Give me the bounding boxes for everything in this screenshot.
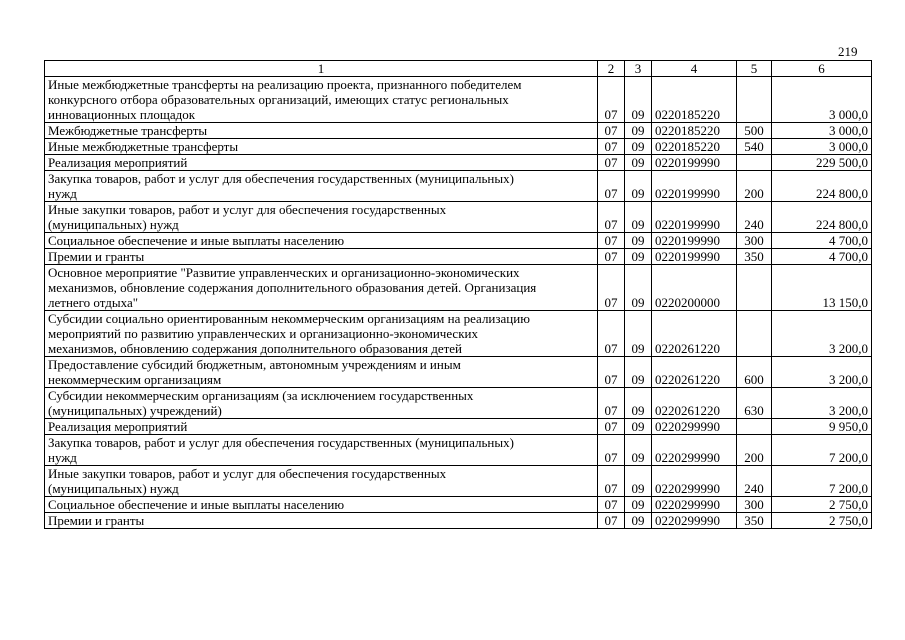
row-name-cell xyxy=(45,77,598,123)
row-name-cell xyxy=(45,435,598,466)
expense-type-cell xyxy=(737,311,772,357)
row-name-line: некоммерческим организациям xyxy=(48,372,222,387)
subsection-code-cell: 09 xyxy=(625,77,652,123)
section-code-cell: 07 xyxy=(598,357,625,388)
target-article-cell: 0220199990 xyxy=(652,171,737,202)
row-name-line: Премии и гранты xyxy=(48,249,145,264)
expense-type-cell: 200 xyxy=(737,171,772,202)
row-name-cell xyxy=(45,123,598,139)
table-row xyxy=(45,139,872,155)
row-name-line: нужд xyxy=(48,186,77,201)
table-row xyxy=(45,123,872,139)
row-name-cell xyxy=(45,265,598,311)
row-name-line: Межбюджетные трансферты xyxy=(48,123,208,138)
row-name-line: Субсидии социально ориентированным некоммерческим организациям на реализацию xyxy=(48,311,530,326)
row-name-line: Социальное обеспечение и иные выплаты населению xyxy=(48,497,345,512)
target-article-cell: 0220199990 xyxy=(652,233,737,249)
row-name-line: нужд xyxy=(48,450,77,465)
row-name-cell xyxy=(45,388,598,419)
amount-cell: 13 150,0 xyxy=(772,265,872,311)
subsection-code-cell: 09 xyxy=(625,171,652,202)
subsection-code-cell: 09 xyxy=(625,249,652,265)
row-name-cell xyxy=(45,233,598,249)
expense-type-cell: 500 xyxy=(737,123,772,139)
target-article-cell: 0220299990 xyxy=(652,513,737,529)
target-article-cell: 0220199990 xyxy=(652,202,737,233)
table-row xyxy=(45,155,872,171)
budget-table xyxy=(44,60,872,529)
expense-type-cell: 600 xyxy=(737,357,772,388)
amount-cell: 224 800,0 xyxy=(772,171,872,202)
subsection-code-cell: 09 xyxy=(625,419,652,435)
row-name-cell xyxy=(45,311,598,357)
section-code-cell: 07 xyxy=(598,77,625,123)
section-code-cell: 07 xyxy=(598,419,625,435)
target-article-cell: 0220185220 xyxy=(652,139,737,155)
row-name-line: Иные закупки товаров, работ и услуг для обеспечения государственных xyxy=(48,202,447,217)
subsection-code-cell: 09 xyxy=(625,202,652,233)
table-row xyxy=(45,435,872,466)
subsection-code-cell: 09 xyxy=(625,357,652,388)
target-article-cell: 0220261220 xyxy=(652,388,737,419)
table-header-row xyxy=(45,61,872,77)
table-row xyxy=(45,233,872,249)
amount-cell: 3 200,0 xyxy=(772,388,872,419)
expense-type-cell: 350 xyxy=(737,513,772,529)
target-article-cell: 0220185220 xyxy=(652,123,737,139)
section-code-cell: 07 xyxy=(598,435,625,466)
row-name-cell xyxy=(45,171,598,202)
section-code-cell: 07 xyxy=(598,202,625,233)
expense-type-cell: 200 xyxy=(737,435,772,466)
row-name-cell xyxy=(45,249,598,265)
table-row xyxy=(45,357,872,388)
row-name-line: инновационных площадок xyxy=(48,107,196,122)
header-col-3: 3 xyxy=(625,61,652,77)
row-name-line: Предоставление субсидий бюджетным, автономным учреждениям и иным xyxy=(48,357,461,372)
amount-cell: 2 750,0 xyxy=(772,497,872,513)
row-name-line: Иные закупки товаров, работ и услуг для обеспечения государственных xyxy=(48,466,447,481)
header-col-2: 2 xyxy=(598,61,625,77)
row-name-cell xyxy=(45,155,598,171)
amount-cell: 7 200,0 xyxy=(772,435,872,466)
subsection-code-cell: 09 xyxy=(625,123,652,139)
row-name-cell xyxy=(45,497,598,513)
subsection-code-cell: 09 xyxy=(625,233,652,249)
target-article-cell: 0220299990 xyxy=(652,435,737,466)
target-article-cell: 0220299990 xyxy=(652,419,737,435)
table-row xyxy=(45,202,872,233)
amount-cell: 9 950,0 xyxy=(772,419,872,435)
expense-type-cell xyxy=(737,265,772,311)
target-article-cell: 0220199990 xyxy=(652,155,737,171)
expense-type-cell: 240 xyxy=(737,466,772,497)
row-name-line: (муниципальных) нужд xyxy=(48,217,179,232)
amount-cell: 229 500,0 xyxy=(772,155,872,171)
section-code-cell: 07 xyxy=(598,233,625,249)
section-code-cell: 07 xyxy=(598,497,625,513)
subsection-code-cell: 09 xyxy=(625,513,652,529)
amount-cell: 2 750,0 xyxy=(772,513,872,529)
amount-cell: 224 800,0 xyxy=(772,202,872,233)
table-row xyxy=(45,77,872,123)
row-name-line: Субсидии некоммерческим организациям (за исключением государственных xyxy=(48,388,474,403)
target-article-cell: 0220261220 xyxy=(652,311,737,357)
row-name-line: Закупка товаров, работ и услуг для обеспечения государственных (муниципальных) xyxy=(48,171,514,186)
row-name-cell xyxy=(45,466,598,497)
section-code-cell: 07 xyxy=(598,513,625,529)
table-row xyxy=(45,249,872,265)
expense-type-cell: 350 xyxy=(737,249,772,265)
row-name-cell xyxy=(45,139,598,155)
section-code-cell: 07 xyxy=(598,388,625,419)
table-row xyxy=(45,419,872,435)
expense-type-cell xyxy=(737,155,772,171)
subsection-code-cell: 09 xyxy=(625,435,652,466)
expense-type-cell: 630 xyxy=(737,388,772,419)
row-name-line: механизмов, обновление содержания дополнительного образования детей. Организация xyxy=(48,280,537,295)
section-code-cell: 07 xyxy=(598,123,625,139)
row-name-line: Реализация мероприятий xyxy=(48,155,188,170)
target-article-cell: 0220200000 xyxy=(652,265,737,311)
subsection-code-cell: 09 xyxy=(625,265,652,311)
row-name-line: Социальное обеспечение и иные выплаты населению xyxy=(48,233,345,248)
section-code-cell: 07 xyxy=(598,311,625,357)
row-name-line: Основное мероприятие "Развитие управленческих и организационно-экономических xyxy=(48,265,520,280)
header-col-5: 5 xyxy=(737,61,772,77)
section-code-cell: 07 xyxy=(598,171,625,202)
subsection-code-cell: 09 xyxy=(625,466,652,497)
expense-type-cell: 240 xyxy=(737,202,772,233)
target-article-cell: 0220185220 xyxy=(652,77,737,123)
row-name-line: (муниципальных) нужд xyxy=(48,481,179,496)
target-article-cell: 0220299990 xyxy=(652,497,737,513)
row-name-line: Премии и гранты xyxy=(48,513,145,528)
expense-type-cell xyxy=(737,419,772,435)
subsection-code-cell: 09 xyxy=(625,139,652,155)
table-row xyxy=(45,466,872,497)
section-code-cell: 07 xyxy=(598,466,625,497)
header-col-6: 6 xyxy=(772,61,872,77)
target-article-cell: 0220199990 xyxy=(652,249,737,265)
amount-cell: 3 000,0 xyxy=(772,123,872,139)
header-col-1: 1 xyxy=(45,61,598,77)
row-name-line: летнего отдыха" xyxy=(48,295,139,310)
row-name-line: Иные межбюджетные трансферты xyxy=(48,139,239,154)
row-name-line: конкурсного отбора образовательных организаций, имеющих статус региональных xyxy=(48,92,509,107)
table-row xyxy=(45,497,872,513)
section-code-cell: 07 xyxy=(598,139,625,155)
expense-type-cell: 300 xyxy=(737,497,772,513)
row-name-line: Иные межбюджетные трансферты на реализацию проекта, признанного победителем xyxy=(48,77,522,92)
subsection-code-cell: 09 xyxy=(625,497,652,513)
amount-cell: 7 200,0 xyxy=(772,466,872,497)
expense-type-cell: 300 xyxy=(737,233,772,249)
table-row xyxy=(45,388,872,419)
amount-cell: 3 200,0 xyxy=(772,357,872,388)
page-number: 219 xyxy=(838,44,858,59)
expense-type-cell: 540 xyxy=(737,139,772,155)
table-row xyxy=(45,311,872,357)
subsection-code-cell: 09 xyxy=(625,388,652,419)
amount-cell: 4 700,0 xyxy=(772,249,872,265)
row-name-line: (муниципальных) учреждений) xyxy=(48,403,222,418)
subsection-code-cell: 09 xyxy=(625,155,652,171)
section-code-cell: 07 xyxy=(598,265,625,311)
amount-cell: 4 700,0 xyxy=(772,233,872,249)
amount-cell: 3 000,0 xyxy=(772,139,872,155)
row-name-cell xyxy=(45,419,598,435)
table-row xyxy=(45,171,872,202)
row-name-cell xyxy=(45,357,598,388)
row-name-line: Реализация мероприятий xyxy=(48,419,188,434)
header-col-4: 4 xyxy=(652,61,737,77)
table-row xyxy=(45,513,872,529)
row-name-line: механизмов, обновлению содержания дополнительного образования детей xyxy=(48,341,463,356)
amount-cell: 3 200,0 xyxy=(772,311,872,357)
row-name-line: мероприятий по развитию управленческих и организационно-экономических xyxy=(48,326,478,341)
amount-cell: 3 000,0 xyxy=(772,77,872,123)
target-article-cell: 0220261220 xyxy=(652,357,737,388)
subsection-code-cell: 09 xyxy=(625,311,652,357)
table-row xyxy=(45,265,872,311)
target-article-cell: 0220299990 xyxy=(652,466,737,497)
row-name-cell xyxy=(45,513,598,529)
expense-type-cell xyxy=(737,77,772,123)
section-code-cell: 07 xyxy=(598,155,625,171)
row-name-line: Закупка товаров, работ и услуг для обеспечения государственных (муниципальных) xyxy=(48,435,514,450)
section-code-cell: 07 xyxy=(598,249,625,265)
row-name-cell xyxy=(45,202,598,233)
